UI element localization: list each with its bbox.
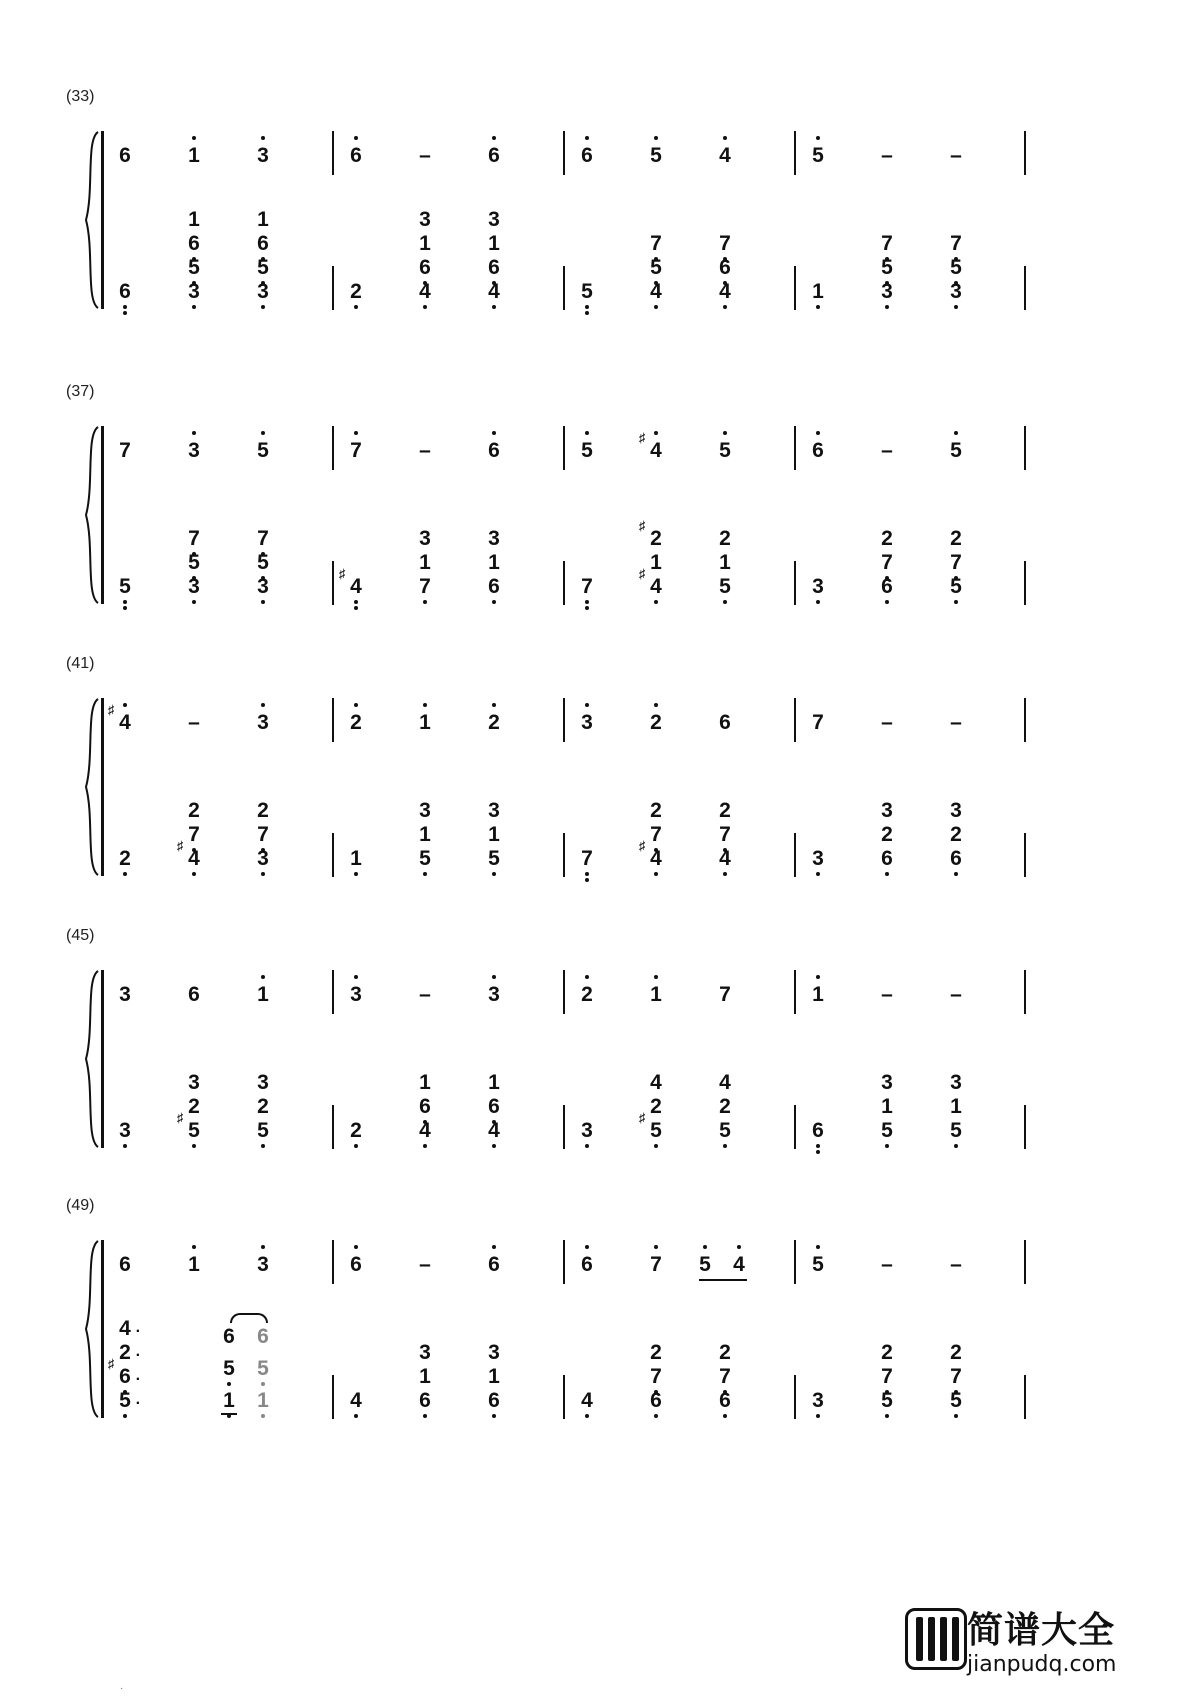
barline-treble: [563, 426, 565, 470]
barline-treble: [794, 698, 796, 742]
bass-note: 3: [251, 576, 275, 597]
bass-note: 3: [881, 799, 893, 822]
treble-note: 7: [644, 1254, 668, 1275]
bass-note: 5 ♯: [644, 1120, 668, 1141]
barline-bass: [332, 1105, 334, 1149]
barline-treble: [794, 1240, 796, 1284]
bass-note: 7: [875, 552, 899, 573]
bass-note: 3: [881, 1071, 893, 1094]
bass-note: 3: [488, 1341, 500, 1364]
bass-note: 5: [644, 257, 668, 278]
tied-bass-note: 5: [217, 1358, 241, 1379]
bass-note: 4: [713, 848, 737, 869]
bass-note: 6: [482, 257, 506, 278]
dash-sustain: –: [881, 983, 893, 1006]
treble-note: 6: [482, 440, 506, 461]
bass-note: 3: [419, 1341, 431, 1364]
bass-note: 1: [950, 1095, 962, 1118]
barline-bass: [563, 1105, 565, 1149]
bass-note: 7: [713, 824, 737, 845]
bass-note: 3: [419, 527, 431, 550]
bass-note: 3: [488, 208, 500, 231]
barline-treble: [794, 426, 796, 470]
barline-treble: [1024, 426, 1026, 470]
treble-note: 6: [344, 1254, 368, 1275]
bass-note: 3: [488, 799, 500, 822]
bass-note: 6: [482, 1390, 506, 1411]
bass-note: 2: [344, 1120, 368, 1141]
bass-note: 6: [413, 257, 437, 278]
bass-note: 4 ♯: [644, 848, 668, 869]
bass-note: 6: [875, 848, 899, 869]
bass-note: 1: [419, 551, 431, 574]
bass-note: 7: [713, 233, 737, 254]
measure-number: (33): [66, 88, 95, 105]
bass-note: 3: [113, 1120, 137, 1141]
treble-note: 4: [727, 1254, 751, 1275]
bass-note: 4 ♯: [182, 848, 206, 869]
bass-note: 2: [881, 1341, 893, 1364]
dash-sustain: –: [881, 144, 893, 167]
bass-note: 6: [251, 233, 275, 254]
bass-note: 7: [251, 824, 275, 845]
barline-bass: [332, 266, 334, 310]
bass-note: 1: [488, 232, 500, 255]
dash-sustain: –: [881, 1253, 893, 1276]
bass-note: 5 ·: [113, 1390, 137, 1411]
bass-note: 3: [950, 1071, 962, 1094]
treble-note: 6: [575, 145, 599, 166]
barline-treble: [563, 970, 565, 1014]
bass-note: 7: [875, 1366, 899, 1387]
barline-bass: [563, 1375, 565, 1419]
bass-note: 2: [113, 848, 137, 869]
bass-note: 5: [875, 1120, 899, 1141]
dash-sustain: –: [950, 1253, 962, 1276]
treble-note: 4 ♯: [639, 430, 662, 462]
system-line: [101, 426, 104, 604]
bass-note: 1: [488, 1071, 500, 1094]
treble-note: 5: [713, 440, 737, 461]
bass-note: 2: [257, 799, 269, 822]
treble-note: 7: [719, 983, 731, 1006]
bass-note: 1: [419, 1071, 431, 1094]
bass-note: 7: [575, 576, 599, 597]
bass-note: 4: [482, 281, 506, 302]
dash-sustain: –: [419, 144, 431, 167]
measure-number: (49): [66, 1197, 95, 1214]
treble-note: 6: [806, 440, 830, 461]
bass-note: 1: [257, 208, 269, 231]
treble-note: 7: [812, 711, 824, 734]
bass-note: 5: [413, 848, 437, 869]
bass-note: 7: [182, 824, 206, 845]
treble-note: 3: [251, 712, 275, 733]
footer-mark: ·: [120, 1683, 124, 1694]
bass-note: 5: [944, 1120, 968, 1141]
bass-note: 2: [188, 1095, 200, 1118]
barline-bass: [794, 266, 796, 310]
bass-note: 1: [344, 848, 368, 869]
bass-note: 2 ♯: [639, 518, 662, 550]
dash-sustain: –: [419, 439, 431, 462]
dash-sustain: –: [950, 711, 962, 734]
grand-staff-brace: [84, 130, 100, 310]
bass-note: 1: [806, 281, 830, 302]
tied-bass-note: 1: [251, 1390, 275, 1411]
bass-note: 1: [650, 551, 662, 574]
barline-treble: [332, 131, 334, 175]
bass-note: 2: [950, 527, 962, 550]
bass-note: 4 ·: [119, 1317, 141, 1340]
bass-note: 7: [413, 576, 437, 597]
barline-bass: [1024, 1105, 1026, 1149]
bass-note: 5: [482, 848, 506, 869]
barline-treble: [332, 426, 334, 470]
treble-note: 2: [644, 712, 668, 733]
bass-note: 3: [419, 208, 431, 231]
bass-note: 3: [806, 576, 830, 597]
bass-note: 2: [881, 823, 893, 846]
bass-note: 5: [182, 552, 206, 573]
treble-note: 4 ♯: [108, 702, 131, 734]
treble-note: 3: [575, 712, 599, 733]
bass-note: 4: [650, 1071, 662, 1094]
dash-sustain: –: [419, 983, 431, 1006]
bass-note: 4: [575, 1390, 599, 1411]
bass-note: 2: [650, 1095, 662, 1118]
bass-note: 4: [413, 281, 437, 302]
bass-note: 5: [251, 1120, 275, 1141]
bass-note: 7: [944, 233, 968, 254]
barline-bass: [332, 561, 334, 605]
bass-note: 3: [806, 848, 830, 869]
treble-note: 2: [575, 984, 599, 1005]
treble-note: 6: [575, 1254, 599, 1275]
treble-note: 1: [413, 712, 437, 733]
bass-note: 6: [413, 1096, 437, 1117]
grand-staff-brace: [84, 969, 100, 1149]
barline-treble: [563, 1240, 565, 1284]
treble-note: 1: [806, 984, 830, 1005]
bass-note: 1: [188, 208, 200, 231]
treble-note: 5: [575, 440, 599, 461]
bass-note: 6: [413, 1390, 437, 1411]
bass-note: 1: [881, 1095, 893, 1118]
bass-note: 6: [713, 257, 737, 278]
bass-note: 4: [713, 281, 737, 302]
bass-note: 6: [482, 576, 506, 597]
treble-note: 6: [482, 1254, 506, 1275]
bass-note: 5: [944, 257, 968, 278]
piano-keys-icon: [905, 1608, 967, 1670]
bass-note: 2: [344, 281, 368, 302]
dash-sustain: –: [419, 1253, 431, 1276]
dash-sustain: –: [881, 711, 893, 734]
bass-note: 3: [944, 281, 968, 302]
treble-note: 2: [482, 712, 506, 733]
bass-note: 2: [719, 799, 731, 822]
logo-url: jianpudq.com: [967, 1652, 1117, 1677]
bass-note: 5: [182, 257, 206, 278]
bass-note: 4: [719, 1071, 731, 1094]
bass-note: 6: [482, 1096, 506, 1117]
treble-note: 1: [644, 984, 668, 1005]
dash-sustain: –: [188, 711, 200, 734]
treble-note: 1: [251, 984, 275, 1005]
treble-note: 3: [482, 984, 506, 1005]
barline-bass: [563, 266, 565, 310]
system-line: [101, 970, 104, 1148]
bass-note: 6: [644, 1390, 668, 1411]
bass-note: 3: [251, 848, 275, 869]
treble-note: 1: [182, 145, 206, 166]
barline-treble: [1024, 1240, 1026, 1284]
bass-note: 4: [482, 1120, 506, 1141]
barline-bass: [1024, 833, 1026, 877]
tied-bass-note: 1: [217, 1390, 241, 1411]
bass-note: 7: [182, 528, 206, 549]
barline-treble: [794, 131, 796, 175]
measure-number: (37): [66, 383, 95, 400]
dash-sustain: –: [881, 439, 893, 462]
bass-note: 5: [875, 257, 899, 278]
site-logo[interactable]: [905, 1600, 1115, 1695]
bass-note: 3: [257, 1071, 269, 1094]
measure-number: (45): [66, 927, 95, 944]
bass-note: 5: [251, 257, 275, 278]
barline-treble: [563, 131, 565, 175]
barline-bass: [332, 1375, 334, 1419]
treble-note: 5: [806, 145, 830, 166]
treble-note: 6: [482, 145, 506, 166]
tie-arc: [230, 1313, 268, 1323]
bass-note: 5: [875, 1390, 899, 1411]
barline-treble: [1024, 698, 1026, 742]
bass-note: 5: [944, 1390, 968, 1411]
bass-note: 2: [719, 1341, 731, 1364]
treble-note: 6: [119, 144, 131, 167]
bass-note: 3: [575, 1120, 599, 1141]
bass-note: 4 ♯: [644, 576, 668, 597]
barline-bass: [794, 833, 796, 877]
bass-note: 4: [344, 1390, 368, 1411]
barline-treble: [1024, 131, 1026, 175]
bass-note: 5: [113, 576, 137, 597]
bass-note: 1: [419, 823, 431, 846]
bass-note: 3: [251, 281, 275, 302]
barline-bass: [1024, 1375, 1026, 1419]
treble-note: 1: [182, 1254, 206, 1275]
tied-bass-note: 5: [251, 1358, 275, 1379]
measure-number: (41): [66, 655, 95, 672]
bass-note: 3: [182, 576, 206, 597]
bass-note: 6: [944, 848, 968, 869]
barline-treble: [563, 698, 565, 742]
system-line: [101, 1240, 104, 1418]
barline-treble: [332, 698, 334, 742]
bass-note: 2 ·: [119, 1341, 141, 1364]
logo-title: 简谱大全: [967, 1610, 1116, 1651]
bass-note: 2: [188, 799, 200, 822]
barline-treble: [794, 970, 796, 1014]
barline-treble: [332, 970, 334, 1014]
bass-note: 2: [650, 1341, 662, 1364]
bass-note: 1: [419, 232, 431, 255]
barline-bass: [1024, 561, 1026, 605]
barline-bass: [563, 561, 565, 605]
treble-note: 4: [713, 145, 737, 166]
bass-note: 5: [251, 552, 275, 573]
bass-note: 3: [875, 281, 899, 302]
bass-note: 2: [950, 823, 962, 846]
treble-note: 6: [119, 1253, 131, 1276]
treble-note: 6: [719, 711, 731, 734]
bass-note: 7: [713, 1366, 737, 1387]
bass-note: 3: [182, 281, 206, 302]
treble-note: 7: [119, 439, 131, 462]
bass-note: 2: [719, 1095, 731, 1118]
bass-note: 2: [950, 1341, 962, 1364]
bass-note: 7: [575, 848, 599, 869]
bass-note: 5: [575, 281, 599, 302]
barline-treble: [332, 1240, 334, 1284]
treble-note: 3: [182, 440, 206, 461]
barline-treble: [1024, 970, 1026, 1014]
grand-staff-brace: [84, 697, 100, 877]
treble-note: 6: [188, 983, 200, 1006]
bass-note: 3: [488, 527, 500, 550]
bass-note: 4: [644, 281, 668, 302]
barline-bass: [1024, 266, 1026, 310]
treble-note: 5: [693, 1254, 717, 1275]
grand-staff-brace: [84, 1239, 100, 1419]
treble-note: 5: [251, 440, 275, 461]
treble-note: 3: [344, 984, 368, 1005]
bass-note: 7: [644, 824, 668, 845]
bass-note: 6: [113, 281, 137, 302]
barline-bass: [332, 833, 334, 877]
treble-note: 3: [119, 983, 131, 1006]
dash-sustain: –: [950, 983, 962, 1006]
bass-note: 5: [713, 576, 737, 597]
bass-note: 7: [944, 1366, 968, 1387]
bass-note: 4 ♯: [344, 576, 368, 597]
bass-note: 6: [806, 1120, 830, 1141]
treble-note: 3: [251, 145, 275, 166]
grand-staff-brace: [84, 425, 100, 605]
bass-note: 1: [488, 551, 500, 574]
bass-note: 1: [719, 551, 731, 574]
bass-note: 6: [713, 1390, 737, 1411]
bass-note: 2: [650, 799, 662, 822]
bass-note: 6 ♯ ·: [113, 1366, 137, 1387]
bass-note: 7: [944, 552, 968, 573]
system-line: [101, 698, 104, 876]
treble-note: 5: [944, 440, 968, 461]
treble-note: 6: [344, 145, 368, 166]
bass-note: 4: [413, 1120, 437, 1141]
bass-note: 3: [419, 799, 431, 822]
barline-bass: [794, 1375, 796, 1419]
bass-note: 2: [719, 527, 731, 550]
bass-note: 2: [257, 1095, 269, 1118]
tied-bass-note: 6: [223, 1325, 235, 1348]
bass-note: 5: [713, 1120, 737, 1141]
barline-bass: [563, 833, 565, 877]
treble-note: 3: [251, 1254, 275, 1275]
bass-note: 1: [488, 1365, 500, 1388]
system-line: [101, 131, 104, 309]
bass-note: 6: [182, 233, 206, 254]
bass-note: 1: [419, 1365, 431, 1388]
bass-note: 3: [950, 799, 962, 822]
bass-note: 7: [251, 528, 275, 549]
bass-note: 5: [944, 576, 968, 597]
eighth-beam: [699, 1279, 747, 1281]
bass-note: 7: [644, 233, 668, 254]
treble-note: 5: [644, 145, 668, 166]
tied-bass-note: 6: [257, 1325, 269, 1348]
barline-bass: [794, 1105, 796, 1149]
bass-note: 6: [875, 576, 899, 597]
treble-note: 5: [806, 1254, 830, 1275]
bass-note: 1: [488, 823, 500, 846]
bass-note: 2: [881, 527, 893, 550]
bass-note: 3: [188, 1071, 200, 1094]
bass-note: 7: [644, 1366, 668, 1387]
barline-bass: [794, 561, 796, 605]
treble-note: 7: [344, 440, 368, 461]
dash-sustain: –: [950, 144, 962, 167]
treble-note: 2: [344, 712, 368, 733]
bass-note: 3: [806, 1390, 830, 1411]
bass-note: 7: [875, 233, 899, 254]
bass-note: 5 ♯: [182, 1120, 206, 1141]
